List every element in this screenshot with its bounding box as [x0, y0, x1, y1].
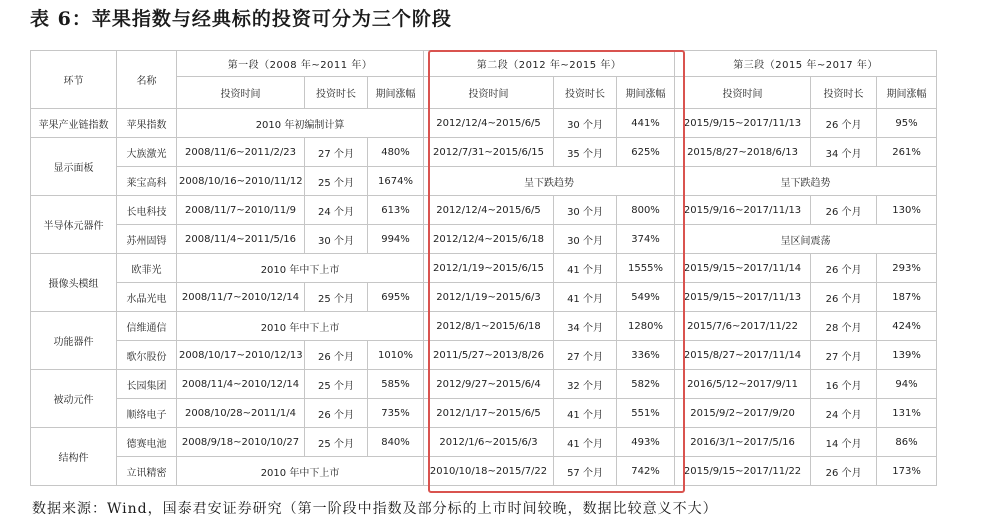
p2-duration-cell: 30 个月	[554, 225, 617, 254]
table-row	[31, 109, 937, 138]
p3-duration-cell: 27 个月	[811, 341, 877, 370]
header-p2-time: 投资时间	[424, 77, 554, 109]
p1-time-cell: 2008/10/17~2010/12/13	[177, 341, 305, 370]
p3-gain-cell: 95%	[877, 109, 937, 138]
header-name: 名称	[117, 51, 177, 109]
stage-table	[30, 50, 937, 486]
p2-time-cell: 2012/12/4~2015/6/5	[424, 196, 554, 225]
p3-duration-cell: 28 个月	[811, 312, 877, 341]
header-p1-time: 投资时间	[177, 77, 305, 109]
p2-gain-cell: 1280%	[617, 312, 675, 341]
p2-duration-cell: 30 个月	[554, 109, 617, 138]
name-cell: 苏州固锝	[117, 225, 177, 254]
p3-gain-cell: 173%	[877, 457, 937, 486]
p2-time-cell: 2012/1/19~2015/6/3	[424, 283, 554, 312]
p1-time-cell: 2008/11/7~2010/12/14	[177, 283, 305, 312]
header-phase2: 第二段（2012 年~2015 年）	[424, 51, 675, 77]
p1-note-cell: 2010 年中下上市	[177, 312, 424, 341]
p1-duration-cell: 30 个月	[305, 225, 368, 254]
p3-gain-cell: 293%	[877, 254, 937, 283]
p3-gain-cell: 131%	[877, 399, 937, 428]
p3-gain-cell: 86%	[877, 428, 937, 457]
header-phase3: 第三段（2015 年~2017 年）	[675, 51, 937, 77]
p3-duration-cell: 26 个月	[811, 283, 877, 312]
header-p1-duration: 投资时长	[305, 77, 368, 109]
p1-gain-cell: 735%	[368, 399, 424, 428]
p2-time-cell: 2012/8/1~2015/6/18	[424, 312, 554, 341]
p3-time-cell: 2015/9/2~2017/9/20	[675, 399, 811, 428]
p3-duration-cell: 34 个月	[811, 138, 877, 167]
name-cell: 大族激光	[117, 138, 177, 167]
p3-time-cell: 2015/9/15~2017/11/22	[675, 457, 811, 486]
p2-duration-cell: 35 个月	[554, 138, 617, 167]
p2-gain-cell: 551%	[617, 399, 675, 428]
p2-duration-cell: 41 个月	[554, 428, 617, 457]
table-row	[31, 283, 937, 312]
p2-gain-cell: 625%	[617, 138, 675, 167]
p2-time-cell: 2012/12/4~2015/6/5	[424, 109, 554, 138]
p3-gain-cell: 261%	[877, 138, 937, 167]
p1-gain-cell: 840%	[368, 428, 424, 457]
p1-duration-cell: 26 个月	[305, 399, 368, 428]
p3-time-cell: 2016/5/12~2017/9/11	[675, 370, 811, 399]
p3-time-cell: 2015/9/15~2017/11/13	[675, 109, 811, 138]
p3-time-cell: 2015/9/15~2017/11/14	[675, 254, 811, 283]
name-cell: 德赛电池	[117, 428, 177, 457]
p1-time-cell: 2008/11/7~2010/11/9	[177, 196, 305, 225]
name-cell: 立讯精密	[117, 457, 177, 486]
header-p2-duration: 投资时长	[554, 77, 617, 109]
p2-time-cell: 2010/10/18~2015/7/22	[424, 457, 554, 486]
p2-gain-cell: 800%	[617, 196, 675, 225]
header-p3-gain: 期间涨幅	[877, 77, 937, 109]
segment-cell: 显示面板	[31, 138, 117, 196]
segment-cell: 苹果产业链指数	[31, 109, 117, 138]
p2-gain-cell: 1555%	[617, 254, 675, 283]
p1-gain-cell: 695%	[368, 283, 424, 312]
p2-duration-cell: 27 个月	[554, 341, 617, 370]
p2-time-cell: 2012/12/4~2015/6/18	[424, 225, 554, 254]
segment-cell: 功能器件	[31, 312, 117, 370]
p2-duration-cell: 41 个月	[554, 283, 617, 312]
name-cell: 歌尔股份	[117, 341, 177, 370]
header-row-1	[31, 51, 937, 77]
p1-time-cell: 2008/11/4~2011/5/16	[177, 225, 305, 254]
p2-time-cell: 2012/1/6~2015/6/3	[424, 428, 554, 457]
p3-gain-cell: 424%	[877, 312, 937, 341]
header-segment: 环节	[31, 51, 117, 109]
p1-duration-cell: 27 个月	[305, 138, 368, 167]
p1-gain-cell: 480%	[368, 138, 424, 167]
table-row	[31, 254, 937, 283]
p1-duration-cell: 25 个月	[305, 283, 368, 312]
p1-time-cell: 2008/9/18~2010/10/27	[177, 428, 305, 457]
p3-duration-cell: 26 个月	[811, 196, 877, 225]
name-cell: 水晶光电	[117, 283, 177, 312]
p3-gain-cell: 94%	[877, 370, 937, 399]
p3-duration-cell: 14 个月	[811, 428, 877, 457]
p1-duration-cell: 24 个月	[305, 196, 368, 225]
p3-time-cell: 2015/8/27~2018/6/13	[675, 138, 811, 167]
p3-note-cell: 呈下跌趋势	[675, 167, 937, 196]
name-cell: 莱宝高科	[117, 167, 177, 196]
p3-time-cell: 2015/8/27~2017/11/14	[675, 341, 811, 370]
p3-duration-cell: 24 个月	[811, 399, 877, 428]
table-row	[31, 457, 937, 486]
p1-note-cell: 2010 年中下上市	[177, 254, 424, 283]
p1-duration-cell: 25 个月	[305, 370, 368, 399]
p1-duration-cell: 25 个月	[305, 167, 368, 196]
segment-cell: 半导体元器件	[31, 196, 117, 254]
table-row	[31, 138, 937, 167]
p1-time-cell: 2008/11/4~2010/12/14	[177, 370, 305, 399]
name-cell: 顺络电子	[117, 399, 177, 428]
p2-gain-cell: 336%	[617, 341, 675, 370]
header-p3-time: 投资时间	[675, 77, 811, 109]
p1-note-cell: 2010 年初编制计算	[177, 109, 424, 138]
p3-time-cell: 2016/3/1~2017/5/16	[675, 428, 811, 457]
header-phase1: 第一段（2008 年~2011 年）	[177, 51, 424, 77]
name-cell: 苹果指数	[117, 109, 177, 138]
segment-cell: 被动元件	[31, 370, 117, 428]
data-source-note: 数据来源：Wind，国泰君安证券研究（第一阶段中指数及部分标的上市时间较晚，数据比较意义不大）	[32, 501, 718, 517]
name-cell: 长电科技	[117, 196, 177, 225]
p2-time-cell: 2011/5/27~2013/8/26	[424, 341, 554, 370]
table-title: 表 6：苹果指数与经典标的投资可分为三个阶段	[30, 8, 452, 30]
table-row	[31, 225, 937, 254]
header-p1-gain: 期间涨幅	[368, 77, 424, 109]
p1-gain-cell: 613%	[368, 196, 424, 225]
p2-time-cell: 2012/1/17~2015/6/5	[424, 399, 554, 428]
p2-duration-cell: 57 个月	[554, 457, 617, 486]
p3-gain-cell: 130%	[877, 196, 937, 225]
p2-duration-cell: 34 个月	[554, 312, 617, 341]
p2-duration-cell: 30 个月	[554, 196, 617, 225]
p2-duration-cell: 41 个月	[554, 254, 617, 283]
table-row	[31, 370, 937, 399]
p2-note-cell: 呈下跌趋势	[424, 167, 675, 196]
p3-gain-cell: 139%	[877, 341, 937, 370]
p1-duration-cell: 26 个月	[305, 341, 368, 370]
name-cell: 欧菲光	[117, 254, 177, 283]
p1-gain-cell: 585%	[368, 370, 424, 399]
p2-time-cell: 2012/1/19~2015/6/15	[424, 254, 554, 283]
p1-time-cell: 2008/10/16~2010/11/12	[177, 167, 305, 196]
p3-duration-cell: 26 个月	[811, 457, 877, 486]
table-row	[31, 428, 937, 457]
p1-gain-cell: 1010%	[368, 341, 424, 370]
segment-cell: 结构件	[31, 428, 117, 486]
p3-duration-cell: 26 个月	[811, 109, 877, 138]
p2-gain-cell: 493%	[617, 428, 675, 457]
p2-duration-cell: 32 个月	[554, 370, 617, 399]
p1-duration-cell: 25 个月	[305, 428, 368, 457]
name-cell: 长园集团	[117, 370, 177, 399]
name-cell: 信维通信	[117, 312, 177, 341]
table-row	[31, 341, 937, 370]
p2-time-cell: 2012/7/31~2015/6/15	[424, 138, 554, 167]
p3-duration-cell: 26 个月	[811, 254, 877, 283]
p2-gain-cell: 374%	[617, 225, 675, 254]
p1-time-cell: 2008/11/6~2011/2/23	[177, 138, 305, 167]
p1-gain-cell: 1674%	[368, 167, 424, 196]
p2-gain-cell: 582%	[617, 370, 675, 399]
header-p3-duration: 投资时长	[811, 77, 877, 109]
p2-gain-cell: 742%	[617, 457, 675, 486]
p3-note-cell: 呈区间震荡	[675, 225, 937, 254]
p2-gain-cell: 441%	[617, 109, 675, 138]
table-row	[31, 196, 937, 225]
p3-time-cell: 2015/9/16~2017/11/13	[675, 196, 811, 225]
p2-time-cell: 2012/9/27~2015/6/4	[424, 370, 554, 399]
p2-gain-cell: 549%	[617, 283, 675, 312]
p3-duration-cell: 16 个月	[811, 370, 877, 399]
p1-note-cell: 2010 年中下上市	[177, 457, 424, 486]
p3-time-cell: 2015/9/15~2017/11/13	[675, 283, 811, 312]
p2-duration-cell: 41 个月	[554, 399, 617, 428]
header-p2-gain: 期间涨幅	[617, 77, 675, 109]
table-row	[31, 312, 937, 341]
p1-time-cell: 2008/10/28~2011/1/4	[177, 399, 305, 428]
p3-time-cell: 2015/7/6~2017/11/22	[675, 312, 811, 341]
table-row	[31, 167, 937, 196]
p1-gain-cell: 994%	[368, 225, 424, 254]
p3-gain-cell: 187%	[877, 283, 937, 312]
table-row	[31, 399, 937, 428]
segment-cell: 摄像头模组	[31, 254, 117, 312]
